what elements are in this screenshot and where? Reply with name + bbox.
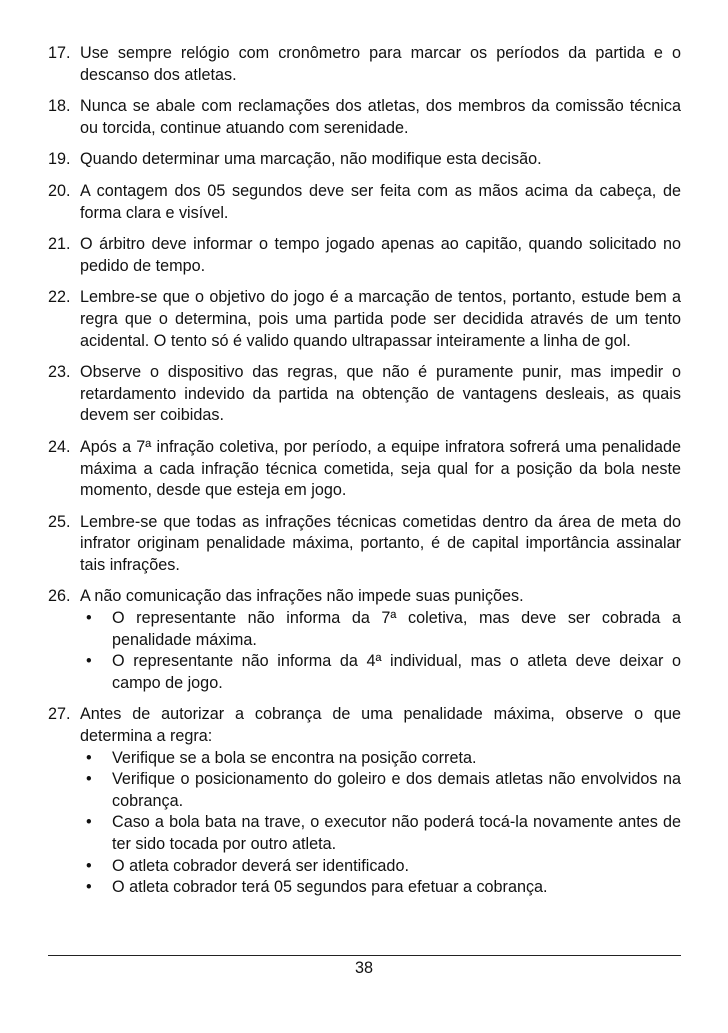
- item-text: A não comunicação das infrações não impede suas punições.: [80, 587, 524, 606]
- list-item: [48, 437, 681, 502]
- item-text: Nunca se abale com reclamações dos atletas, dos membros da comissão técnica ou torcida, continue atuando com serenidade.: [80, 97, 681, 137]
- list-item: [48, 181, 681, 224]
- item-text: A contagem dos 05 segundos deve ser feita com as mãos acima da cabeça, de forma clara e visível.: [80, 181, 681, 222]
- item-text: Antes de autorizar a cobrança de uma penalidade máxima, observe o que determina a regra:: [80, 705, 681, 746]
- page-number: 38: [354, 959, 373, 977]
- list-item: [48, 96, 681, 139]
- item-number: 22.: [48, 288, 71, 307]
- item-number: 18.: [48, 97, 71, 116]
- item-text: Após a 7ª infração coletiva, por período, a equipe infratora sofrerá uma penalidade máxima a cada infração técnica cometida, seja qual for a posição da bola neste momento, desde que esteja em jogo.: [80, 437, 681, 500]
- item-text: Quando determinar uma marcação, não modifique esta decisão.: [80, 150, 542, 169]
- item-text: O árbitro deve informar o tempo jogado apenas ao capitão, quando solicitado no pedido de tempo.: [80, 235, 681, 275]
- bullet-icon: •: [86, 609, 92, 628]
- item-number: 19.: [48, 150, 71, 169]
- list-item: [48, 234, 681, 277]
- item-number: 27.: [48, 705, 71, 724]
- bullet-icon: •: [86, 856, 92, 875]
- item-text: Observe o dispositivo das regras, que não é puramente punir, mas impedir o retardamento indevido da partida na obtenção de vantagens desleais, as quais devem ser coibidas.: [80, 363, 681, 425]
- item-text: Lembre-se que o objetivo do jogo é a marcação de tentos, portanto, estude bem a regra que o determina, pois uma partida pode ser decidida através de um tento acidental. O tento só é valido quando ultrapassar inteiramente a linha de gol.: [80, 288, 681, 350]
- item-number: 26.: [48, 587, 71, 606]
- bullet-item: [80, 812, 681, 855]
- bullet-item: [80, 769, 681, 812]
- item-number: 24.: [48, 437, 71, 456]
- bullet-text: O atleta cobrador terá 05 segundos para efetuar a cobrança.: [112, 878, 548, 897]
- bullet-icon: •: [86, 813, 92, 832]
- list-item: [48, 704, 681, 898]
- list-item: [48, 287, 681, 352]
- list-item: [48, 362, 681, 427]
- item-number: 20.: [48, 181, 71, 200]
- bullet-item: [80, 651, 681, 694]
- bullet-item: [80, 856, 681, 878]
- bullet-text: Verifique se a bola se encontra na posição correta.: [112, 748, 477, 767]
- list-item: [48, 512, 681, 577]
- bullet-item: [80, 748, 681, 770]
- bullet-item: [80, 608, 681, 651]
- bullet-text: Caso a bola bata na trave, o executor não poderá tocá-la novamente antes de ter sido tocada por outro atleta.: [112, 813, 681, 853]
- bullet-text: O atleta cobrador deverá ser identificado.: [112, 856, 409, 875]
- bullet-icon: •: [86, 652, 92, 671]
- bullet-icon: •: [86, 748, 92, 767]
- list-item: [48, 586, 681, 694]
- bullet-icon: •: [86, 878, 92, 897]
- item-text: Lembre-se que todas as infrações técnicas cometidas dentro da área de meta do infrator originam penalidade máxima, portanto, é de capital importância assinalar tais infrações.: [80, 512, 681, 574]
- bullet-text: O representante não informa da 7ª coletiva, mas deve ser cobrada a penalidade máxima.: [112, 609, 681, 649]
- rules-list: [48, 43, 681, 909]
- item-number: 21.: [48, 235, 71, 254]
- item-number: 17.: [48, 44, 71, 62]
- footer-divider: [48, 955, 681, 956]
- bullet-text: O representante não informa da 4ª individual, mas o atleta deve deixar o campo de jogo.: [112, 652, 681, 692]
- item-number: 23.: [48, 363, 71, 382]
- bullet-item: [80, 877, 681, 899]
- item-text: Use sempre relógio com cronômetro para marcar os períodos da partida e o descanso dos atletas.: [80, 44, 681, 84]
- item-number: 25.: [48, 512, 71, 531]
- list-item: [48, 43, 681, 86]
- bullet-icon: •: [86, 770, 92, 789]
- bullet-text: Verifique o posicionamento do goleiro e dos demais atletas não envolvidos na cobrança.: [112, 770, 681, 810]
- list-item: [48, 149, 681, 171]
